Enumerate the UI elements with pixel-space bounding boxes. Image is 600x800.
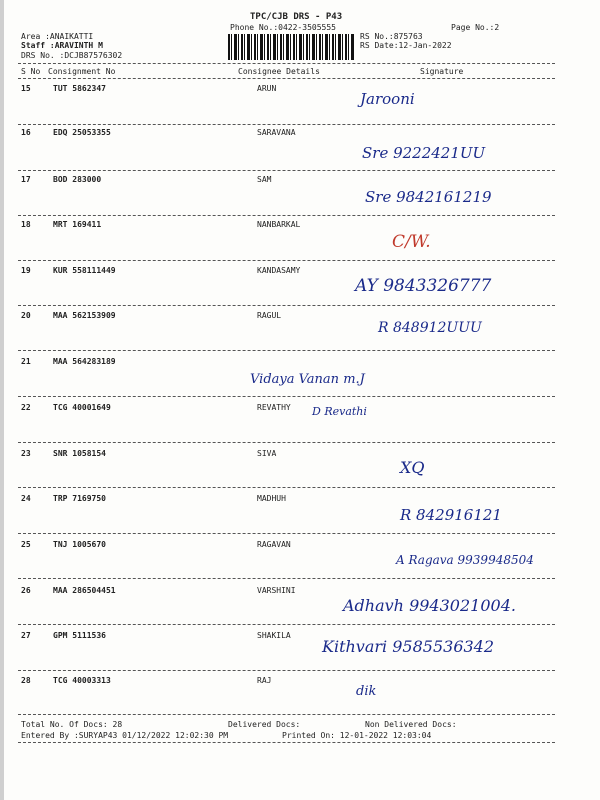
row-consignee: SIVA: [257, 449, 277, 458]
table-row: [0, 631, 600, 651]
rs-date: RS Date:12-Jan-2022: [360, 41, 452, 50]
delivered-docs: Delivered Docs:: [228, 720, 301, 729]
row-consignee: RAGUL: [257, 311, 282, 320]
row-consignment: EDQ 25053355: [53, 128, 111, 137]
row-consignee: REVATHY: [257, 403, 291, 412]
row-sno: 16: [21, 128, 31, 137]
table-row: [0, 403, 600, 423]
row-signature: Jarooni: [360, 90, 415, 108]
document-title: TPC/CJB DRS - P43: [250, 12, 343, 22]
row-consignment: GPM 5111536: [53, 631, 106, 640]
row-sno: 27: [21, 631, 31, 640]
row-consignment: KUR 558111449: [53, 266, 116, 275]
row-consignee: RAGAVAN: [257, 540, 291, 549]
row-consignment: TCG 40003313: [53, 676, 111, 685]
row-sno: 21: [21, 357, 31, 366]
row-signature: Sre 9842161219: [365, 188, 492, 206]
table-row: [0, 175, 600, 195]
row-sno: 28: [21, 676, 31, 685]
row-sno: 22: [21, 403, 31, 412]
barcode-image: [228, 34, 354, 60]
drs-number: DRS No. :DCJB87576302: [21, 51, 123, 60]
row-consignment: TUT 5862347: [53, 84, 106, 93]
row-consignee: RAJ: [257, 676, 272, 685]
row-sno: 20: [21, 311, 31, 320]
row-consignment: MAA 564283189: [53, 357, 116, 366]
row-signature: Adhavh 9943021004.: [343, 596, 516, 615]
row-signature: R 842916121: [400, 506, 502, 524]
table-row: [0, 311, 600, 331]
table-row: [0, 266, 600, 286]
row-divider: [18, 396, 555, 397]
row-signature: XQ: [400, 458, 425, 477]
row-sno: 15: [21, 84, 31, 93]
staff-label: Staff :ARAVINTH M: [21, 41, 103, 50]
row-signature: Kithvari 9585536342: [322, 637, 495, 656]
row-divider: [18, 124, 555, 125]
row-consignment: BOD 283000: [53, 175, 102, 184]
non-delivered-docs: Non Delivered Docs:: [365, 720, 457, 729]
column-signature: Signature: [420, 67, 464, 76]
table-row: [0, 220, 600, 240]
row-signature: D Revathi: [312, 405, 367, 418]
table-row: [0, 84, 600, 104]
column-consignee: Consignee Details: [238, 67, 320, 76]
row-consignee: NANBARKAL: [257, 220, 301, 229]
table-row: [0, 128, 600, 148]
printed-on: Printed On: 12-01-2022 12:03:04: [282, 731, 432, 740]
footer-divider: [18, 742, 555, 743]
phone-number: Phone No.:0422-3505555: [230, 23, 336, 32]
area-label: Area :ANAIKATTI: [21, 32, 94, 41]
row-consignment: MAA 562153909: [53, 311, 116, 320]
row-signature: dik: [356, 684, 377, 699]
column-sno: S No: [21, 67, 41, 76]
row-sno: 17: [21, 175, 31, 184]
rs-number: RS No.:875763: [360, 32, 423, 41]
row-signature: C/W.: [392, 232, 431, 252]
row-consignee: MADHUH: [257, 494, 286, 503]
row-divider: [18, 487, 555, 488]
row-signature: A Ragava 9939948504: [396, 553, 534, 567]
page-number: Page No.:2: [451, 23, 500, 32]
table-row: [0, 494, 600, 514]
row-divider: [18, 260, 555, 261]
column-consignment: Consignment No: [48, 67, 116, 76]
row-consignee: ARUN: [257, 84, 277, 93]
entered-by: Entered By :SURYAP43 01/12/2022 12:02:30 PM: [21, 731, 229, 740]
row-divider: [18, 714, 555, 715]
row-sno: 25: [21, 540, 31, 549]
header-divider-top: [18, 63, 555, 64]
row-signature: Sre 9222421UU: [362, 144, 486, 162]
row-divider: [18, 624, 555, 625]
row-divider: [18, 350, 555, 351]
total-docs: Total No. Of Docs: 28: [21, 720, 123, 729]
row-consignee: SHAKILA: [257, 631, 291, 640]
row-consignment: TCG 40001649: [53, 403, 111, 412]
table-row: [0, 676, 600, 696]
row-divider: [18, 533, 555, 534]
row-consignee: SARAVANA: [257, 128, 296, 137]
row-consignee: SAM: [257, 175, 272, 184]
row-sno: 26: [21, 586, 31, 595]
row-divider: [18, 170, 555, 171]
row-sno: 19: [21, 266, 31, 275]
row-signature: Vidaya Vanan m.J: [250, 372, 365, 387]
table-row: [0, 449, 600, 469]
header-divider-bottom: [18, 78, 555, 79]
row-consignment: MRT 169411: [53, 220, 102, 229]
row-consignment: TNJ 1005670: [53, 540, 106, 549]
row-divider: [18, 670, 555, 671]
row-consignment: MAA 286504451: [53, 586, 116, 595]
row-sno: 18: [21, 220, 31, 229]
row-consignee: KANDASAMY: [257, 266, 301, 275]
row-signature: R 848912UUU: [378, 320, 482, 336]
row-divider: [18, 215, 555, 216]
row-signature: AY 9843326777: [355, 276, 492, 296]
row-consignment: TRP 7169750: [53, 494, 106, 503]
row-divider: [18, 578, 555, 579]
row-consignment: SNR 1058154: [53, 449, 106, 458]
row-divider: [18, 442, 555, 443]
row-divider: [18, 305, 555, 306]
row-sno: 23: [21, 449, 31, 458]
row-consignee: VARSHINI: [257, 586, 296, 595]
row-sno: 24: [21, 494, 31, 503]
